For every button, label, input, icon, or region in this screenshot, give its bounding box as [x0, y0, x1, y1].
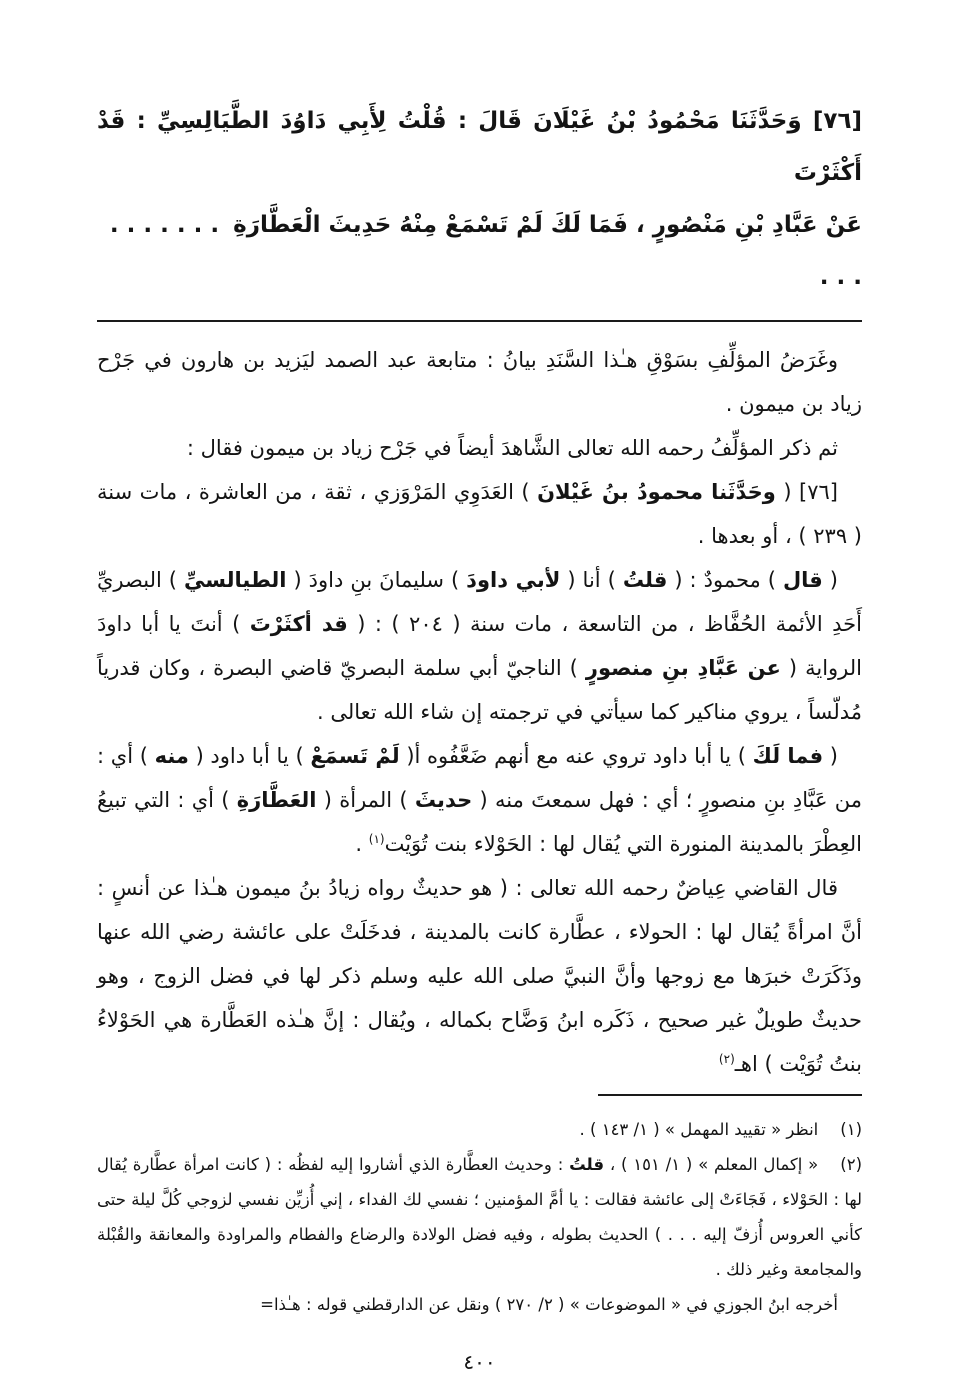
commentary-paragraph-1	[97, 338, 862, 426]
hadith-line-1: [٧٦] وَحَدَّثَنَا مَحْمُودُ بْنُ غَيْلَانَ قَالَ : قُلْتُ لِأَبِي دَاوُدَ الطَّيَالِسِيِّ : قَدْ أَكْثَرْتَ	[97, 108, 862, 186]
text-segment: : وحديث العطَّارة الذي أشاروا إليه لفظُه : ( كانت امرأة عطَّارة يُقال لها : الحَوْلاء ، فَجَاءَتْ إلى عائشة فقالت : يا أمَّ المؤمنين ؛ نفسي لك الفداء ، إني أُزيِّن نفسي لزوجي كُلَّ ليلة حتى كأني العروس أُزفّ إليه . . . ) الحديث بطوله ، وفيه فضل الولادة والرضاع والفطام والمراودة والمعانقة والقُبْلة والمجامعة وغير ذلك .	[97, 1154, 862, 1279]
text-segment: ) الناجيّ أبي سلمة البصريّ قاضي البصرة ، وكان قدرياً مُدلّساً ، يروي مناكير كما سيأتي في ترجمته إن شاء الله تعالى .	[97, 656, 862, 724]
matn-text: قلتُ	[569, 1154, 605, 1174]
matn-text: عن عَبَّادِ بنِ منصورٍ	[585, 656, 781, 680]
text-segment: (	[822, 568, 838, 592]
footnote-number: (٢)	[840, 1154, 862, 1174]
footnote-text	[580, 1120, 819, 1139]
text-segment: انظر « تقييد المهمل » ( ١/ ١٤٣ ) .	[579, 1119, 819, 1139]
matn-text: فما لَكَ	[752, 744, 824, 768]
matn-text: لَمْ تَسمَعْ	[310, 744, 400, 768]
matn-text: قد أكثَرْتَ	[249, 612, 348, 636]
text-segment: ) المرأة (	[316, 788, 415, 812]
spacer	[97, 1086, 862, 1094]
text-segment: (	[823, 744, 838, 768]
matn-text: منه	[154, 744, 189, 768]
matn-text: الطيالسيِّ	[183, 568, 287, 592]
commentary-paragraph-2	[97, 426, 862, 470]
text-segment: ) البصريِّ أَحَدِ الأئمة الحُفَّاظ ، من التاسعة ، مات سنة ( ٢٠٤ ) : (	[97, 568, 862, 636]
text-segment: قال القاضي عِياضٌ رحمه الله تعالى : ( هو حديثٌ رواه زيادُ بنُ ميمون هـٰذا عن أنسٍ : أنَّ امرأةً يُقال لها : الحولاء ، عطَّارة كانت بالمدينة ، فدخَلَتْ على عائشة رضي الله عنها وذَكَرَتْ خبرَها مع زوجها وأنَّ النبيَّ صلى الله عليه وسلم ذكر لها في فضل الزوج ، وهو حديثٌ طويلٌ غير صحيح ، ذَكَره ابنُ وَضَّاح بكماله ، ويُقال : إنَّ هـٰذه العَطَّارة هي الحَوْلاءُ بنتُ تُوَيْت ) اهـ	[97, 876, 862, 1076]
commentary-paragraph-5	[97, 734, 862, 866]
text-segment: ) أي : التي تبيعُ العِطْرَ بالمدينة المنورة التي يُقال لها : الحَوْلاء بنت تُوَيْت	[97, 788, 862, 856]
commentary-paragraph-6	[97, 866, 862, 1086]
hadith-line-2-text: عَنْ عَبَّادِ بْنِ مَنْصُورٍ ، فَمَا لَكَ لَمْ تَسْمَعْ مِنْهُ حَدِيثَ الْعَطَّارَةِ	[233, 212, 862, 238]
text-segment: .	[355, 832, 369, 856]
footnote-text	[97, 1155, 862, 1279]
text-segment: ثم ذكر المؤلِّفُ رحمه الله تعالى الشَّاهدَ أيضاً في جَرْح زياد بن ميمون فقال :	[186, 436, 838, 460]
text-segment: وغَرَضُ المؤلِّفِ بسَوْقِ هـٰذا السَّنَدِ بيانُ : متابعة عبد الصمد ليَزيد بن هارون في جَرْح زياد بن ميمون .	[97, 348, 862, 416]
footnote-2	[97, 1147, 862, 1287]
commentary-paragraph-3	[97, 470, 862, 558]
footnote-marker: (٢)	[718, 1052, 735, 1066]
dotted-leader: . . . . . . . . . .	[109, 212, 862, 290]
footnote-1	[97, 1112, 862, 1147]
text-segment: ) محمودٌ : (	[667, 568, 783, 592]
matn-text: قال	[782, 568, 823, 592]
footnote-continuation: أخرجه ابنُ الجوزي في « الموضوعات » ( ٢/ ٢٧٠ ) ونقل عن الدارقطني قوله : هـٰذا=	[260, 1294, 838, 1314]
hadith-line-2	[97, 199, 862, 303]
footnotes	[97, 1094, 862, 1322]
text-segment: ) أنا (	[560, 568, 623, 592]
text-segment: ) يا أبا داود تروي عنه مع أنهم ضَعَّفُوه أ(	[399, 744, 753, 768]
matn-text: قلتُ	[622, 568, 668, 592]
commentary	[97, 338, 862, 1086]
footnote-marker: (١)	[368, 832, 385, 846]
text-segment: ) أنتَ يا أبا داودَ الرواية (	[97, 612, 862, 680]
text-segment: ) العَدَوِي المَرْوَزي ، ثقة ، من العاشرة ، مات سنة ( ٢٣٩ ) ، أو بعدها .	[97, 480, 862, 548]
matn-text: حديثَ	[414, 788, 473, 812]
matn-text: العَطَّارَةِ	[236, 788, 317, 812]
main-divider	[97, 320, 862, 322]
hadith-text	[97, 95, 862, 303]
matn-text: وحَدَّثَنا محمودُ بنُ غَيْلانَ	[537, 480, 776, 504]
page-number: ٤٠٠	[463, 1349, 496, 1374]
text-segment: ) يا أبا داود (	[188, 744, 311, 768]
text-segment: [٧٦] (	[775, 480, 838, 504]
commentary-paragraph-4	[97, 558, 862, 734]
text-segment: « إكمال المعلم » ( ١/ ١٥١ ) ،	[604, 1154, 819, 1174]
footnote-number: (١)	[840, 1119, 862, 1139]
text-segment: ) أي : من عَبَّادِ بنِ منصورٍ ؛ أي : فهل سمعتَ منه (	[97, 744, 862, 812]
matn-text: لأبي داودَ	[466, 568, 561, 592]
text-segment: ) سليمانَ بنِ داودَ (	[286, 568, 467, 592]
footnote-divider	[598, 1094, 862, 1096]
